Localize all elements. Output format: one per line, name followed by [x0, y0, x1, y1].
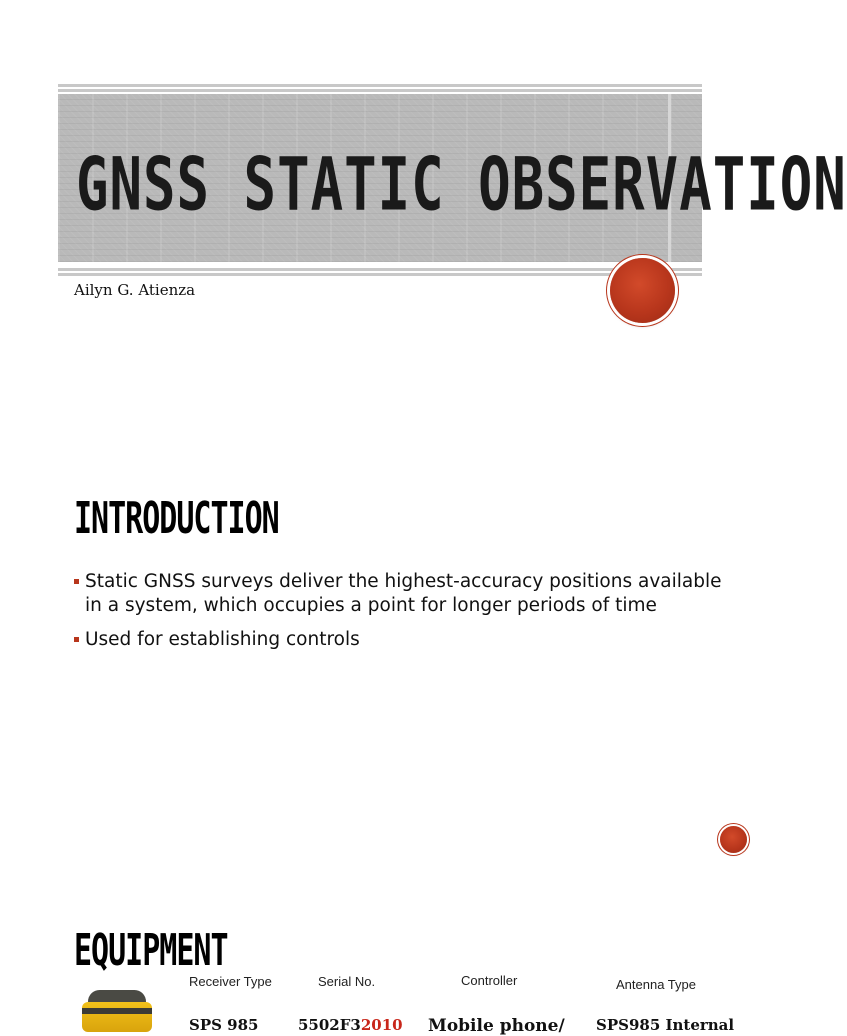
antenna-type-header: Antenna Type: [616, 977, 696, 992]
equipment-slide: [0, 880, 768, 1036]
bullet-square-icon: [74, 637, 79, 642]
red-orb-icon: [610, 258, 675, 323]
serial-prefix: 5502F3: [298, 1016, 361, 1034]
title-panel: [58, 94, 847, 262]
list-item: [74, 628, 724, 652]
slide-title: GNSS STATIC OBSERVATION: [76, 142, 847, 228]
receiver-band: [82, 1008, 152, 1014]
receiver-type-header: Receiver Type: [189, 974, 272, 989]
equipment-heading: EQUIPMENT: [74, 926, 228, 977]
list-item: [74, 570, 724, 618]
bullet-square-icon: [74, 579, 79, 584]
author-name: Ailyn G. Atienza: [74, 281, 196, 299]
serial-no-header: Serial No.: [318, 974, 376, 989]
title-slide: [0, 0, 847, 440]
title-band: [58, 84, 847, 276]
antenna-type-value: SPS985 Internal: [596, 1016, 735, 1034]
controller-header: Controller: [461, 973, 518, 988]
title-top-rule: [58, 84, 702, 87]
introduction-heading: INTRODUCTION: [74, 494, 279, 545]
red-orb-icon: [720, 826, 747, 853]
controller-value: Mobile phone/: [428, 1016, 565, 1036]
title-top-rule-inner: [58, 89, 702, 92]
introduction-slide: [0, 440, 768, 880]
bullet-text: Used for establishing controls: [85, 629, 360, 650]
introduction-bullets: [74, 570, 724, 662]
receiver-body: [82, 1002, 152, 1032]
serial-no-value: [298, 1016, 403, 1034]
serial-highlight: 2010: [360, 1016, 403, 1034]
title-bottom-rule: [58, 268, 702, 271]
gnss-receiver-icon: [80, 990, 154, 1030]
bullet-text: Static GNSS surveys deliver the highest-accuracy positions available in a system, which occupies a point for longer periods of time: [85, 571, 722, 616]
receiver-type-value: SPS 985: [189, 1016, 259, 1034]
title-bottom-rule-inner: [58, 273, 702, 276]
